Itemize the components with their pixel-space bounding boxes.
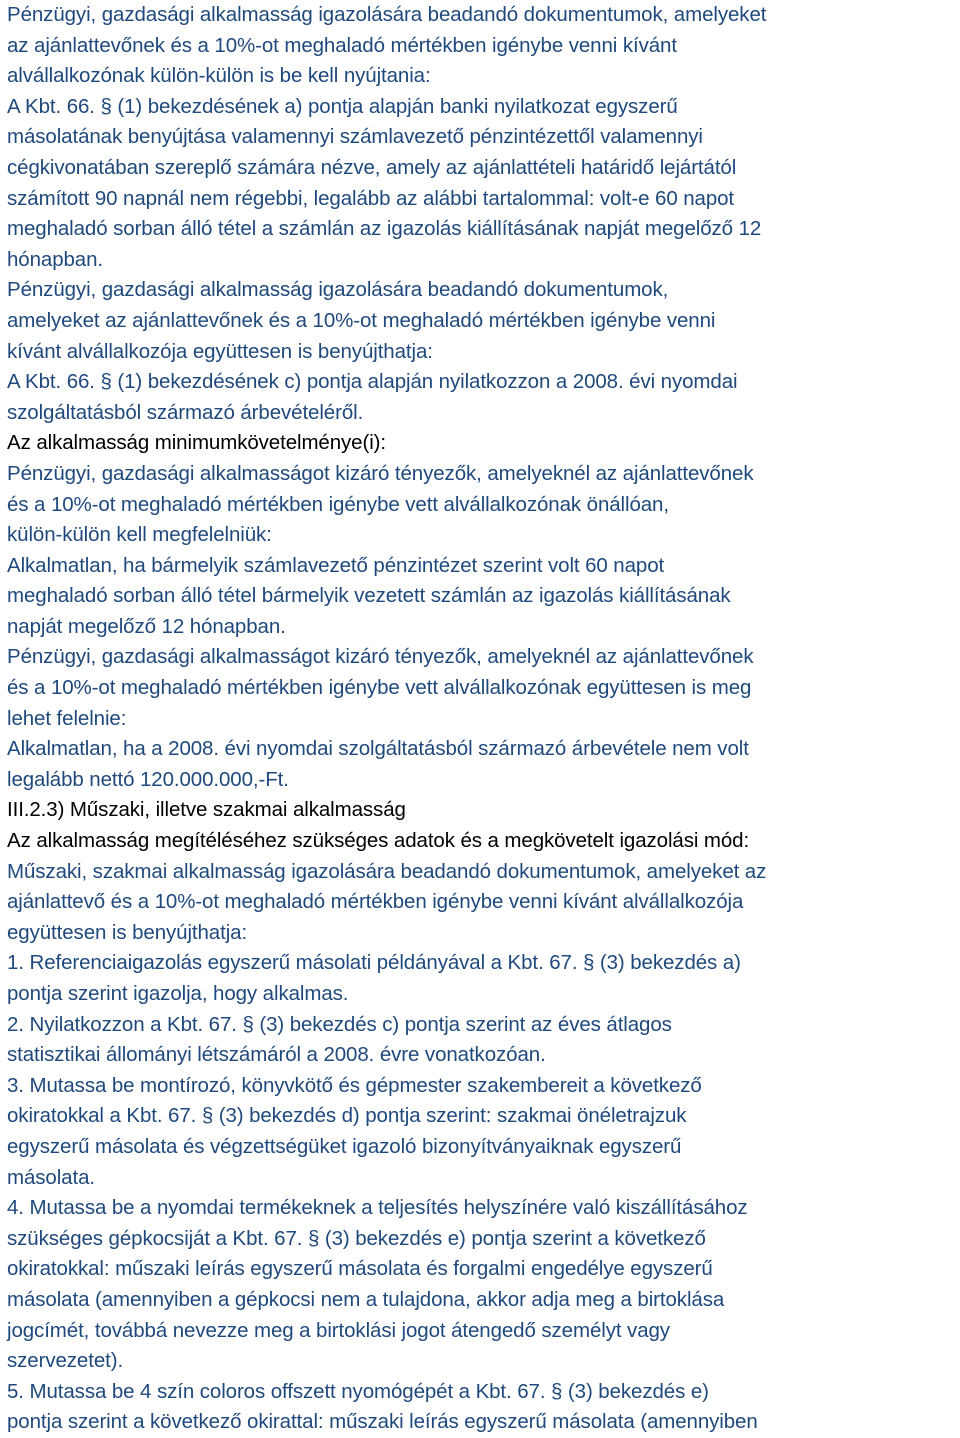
text-line: jogcímét, továbbá nevezze meg a birtoklási jogot átengedő személyt vagy: [7, 1318, 670, 1342]
text-line: együttesen is benyújthatja:: [7, 920, 248, 944]
text-line: 4. Mutassa be a nyomdai termékeknek a teljesítés helyszínére való kiszállításához: [7, 1196, 748, 1220]
text-line: Pénzügyi, gazdasági alkalmasságot kizáró tényezők, amelyeknél az ajánlattevőnek: [7, 461, 754, 485]
text-line: és a 10%-ot meghaladó mértékben igénybe vett alvállalkozónak önállóan,: [7, 492, 669, 516]
text-line: szükséges gépkocsiját a Kbt. 67. § (3) bekezdés e) pontja szerint a következő: [7, 1226, 706, 1250]
text-line: napját megelőző 12 hónapban.: [7, 614, 286, 638]
text-line: 3. Mutassa be montírozó, könyvkötő és gépmester szakembereit a következő: [7, 1073, 702, 1097]
text-line: szolgáltatásból származó árbevételéről.: [7, 400, 364, 424]
text-line: pontja szerint a következő okirattal: műszaki leírás egyszerű másolata (amennyiben: [7, 1410, 758, 1434]
text-line: alvállalkozónak külön-külön is be kell nyújtania:: [7, 64, 431, 88]
text-line: Műszaki, szakmai alkalmasság igazolására beadandó dokumentumok, amelyeket az: [7, 859, 767, 883]
text-line: okiratokkal a Kbt. 67. § (3) bekezdés d) pontja szerint: szakmai önéletrajzuk: [7, 1104, 687, 1128]
text-line: pontja szerint igazolja, hogy alkalmas.: [7, 982, 349, 1005]
text-line: okiratokkal: műszaki leírás egyszerű másolata és forgalmi engedélye egyszerű: [7, 1257, 713, 1281]
text-line: amelyeket az ajánlattevőnek és a 10%-ot meghaladó mértékben igénybe venni: [7, 308, 716, 332]
text-line: meghaladó sorban álló tétel a számlán az igazolás kiállításának napját megelőző 12: [7, 217, 762, 241]
text-line: az ajánlattevőnek és a 10%-ot meghaladó mértékben igénybe venni kívánt: [7, 33, 677, 57]
text-line: legalább nettó 120.000.000,-Ft.: [7, 767, 289, 791]
text-line: A Kbt. 66. § (1) bekezdésének c) pontja alapján nyilatkozzon a 2008. évi nyomdai: [7, 370, 738, 394]
text-line: Pénzügyi, gazdasági alkalmasság igazolására beadandó dokumentumok,: [7, 278, 669, 302]
text-line: és a 10%-ot meghaladó mértékben igénybe vett alvállalkozónak együttesen is meg: [7, 676, 752, 700]
text-line: statisztikai állományi létszámáról a 2008. évre vonatkozóan.: [7, 1043, 546, 1067]
text-line: lehet felelnie:: [7, 706, 127, 730]
text-line: 1. Referenciaigazolás egyszerű másolati példányával a Kbt. 67. § (3) bekezdés a): [7, 951, 741, 975]
section-heading-line: Az alkalmasság minimumkövetelménye(i):: [7, 431, 386, 455]
text-line: A Kbt. 66. § (1) bekezdésének a) pontja alapján banki nyilatkozat egyszerű: [7, 94, 678, 118]
text-line: másolata.: [7, 1165, 95, 1189]
text-line: Pénzügyi, gazdasági alkalmasság igazolására beadandó dokumentumok, amelyeket: [7, 3, 767, 26]
text-line: cégkivonatában szereplő számára nézve, amely az ajánlattételi határidő lejártától: [7, 155, 737, 179]
text-line: Alkalmatlan, ha a 2008. évi nyomdai szolgáltatásból származó árbevétele nem volt: [7, 737, 749, 761]
text-line: Pénzügyi, gazdasági alkalmasságot kizáró tényezők, amelyeknél az ajánlattevőnek: [7, 645, 754, 669]
text-line: hónapban.: [7, 247, 104, 271]
text-line: külön-külön kell megfelelniük:: [7, 523, 272, 547]
document-page: [7, 0, 959, 1438]
section-heading-line: III.2.3) Műszaki, illetve szakmai alkalmasság: [7, 798, 406, 822]
text-line: másolatának benyújtása valamennyi számlavezető pénzintézettől valamennyi: [7, 125, 703, 149]
text-line: meghaladó sorban álló tétel bármelyik vezetett számlán az igazolás kiállításának: [7, 584, 731, 608]
text-line: szervezetet).: [7, 1349, 124, 1373]
text-line: másolata (amennyiben a gépkocsi nem a tulajdona, akkor adja meg a birtoklása: [7, 1287, 725, 1311]
text-line: 5. Mutassa be 4 szín coloros offszett nyomógépét a Kbt. 67. § (3) bekezdés e): [7, 1379, 709, 1403]
text-line: Alkalmatlan, ha bármelyik számlavezető pénzintézet szerint volt 60 napot: [7, 553, 665, 577]
text-line: ajánlattevő és a 10%-ot meghaladó mértékben igénybe venni kívánt alvállalkozója: [7, 890, 744, 914]
section-heading-line: Az alkalmasság megítéléséhez szükséges adatok és a megkövetelt igazolási mód:: [7, 829, 750, 853]
text-line: számított 90 napnál nem régebbi, legalább az alábbi tartalommal: volt-e 60 napot: [7, 186, 735, 210]
text-line: 2. Nyilatkozzon a Kbt. 67. § (3) bekezdés c) pontja szerint az éves átlagos: [7, 1012, 672, 1036]
text-line: kívánt alvállalkozója együttesen is benyújthatja:: [7, 339, 433, 363]
text-line: egyszerű másolata és végzettségüket igazoló bizonyítványaiknak egyszerű: [7, 1134, 682, 1158]
